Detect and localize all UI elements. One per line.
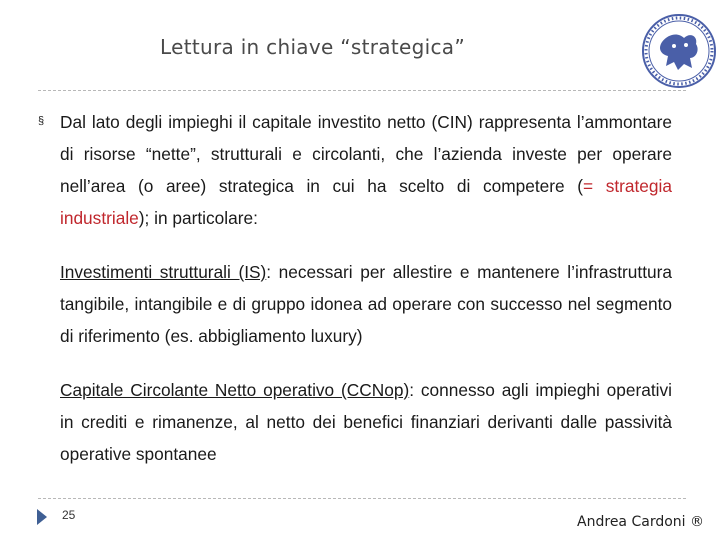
bullet-text-b: ); in particolare: [138,208,258,228]
bullet-text [60,106,672,234]
bullet-text-a: Dal lato degli impieghi il capitale investito netto (CIN) rappresenta l’ammontare di risorse “nette”, strutturali e circolanti, che l’azienda investe per operare nell’area (o aree) strategica in cui ha scelto di competere ( [60,112,672,196]
slide-body [38,106,672,470]
strategy-highlight: = strategia industriale [60,176,672,228]
header-divider [38,90,686,91]
university-seal-icon [640,12,718,90]
ccnop-label: Capitale Circolante Netto operativo (CCNop) [60,380,410,400]
page-number: 25 [62,508,76,522]
ccnop-text: : connesso agli impieghi operativi in crediti e rimanenze, al netto dei benefici finanziari derivanti dalle passività operative spontanee [60,380,672,464]
main-bullet [38,106,672,234]
ccnop-item [60,374,672,470]
footer-divider [38,498,686,499]
footer-author: Andrea Cardoni ® [577,514,704,530]
investimenti-strutturali-text: : necessari per allestire e mantenere l’infrastruttura tangibile, intangibile e di gruppo idonea ad operare con successo nel segmento di riferimento (es. abbigliamento luxury) [60,262,672,346]
investimenti-strutturali-item [60,256,672,352]
bullet-marker: § [38,115,45,127]
investimenti-strutturali-label: Investimenti strutturali (IS) [60,262,267,282]
nav-arrow-icon[interactable] [37,509,47,525]
slide-title: Lettura in chiave “strategica” [160,35,465,59]
